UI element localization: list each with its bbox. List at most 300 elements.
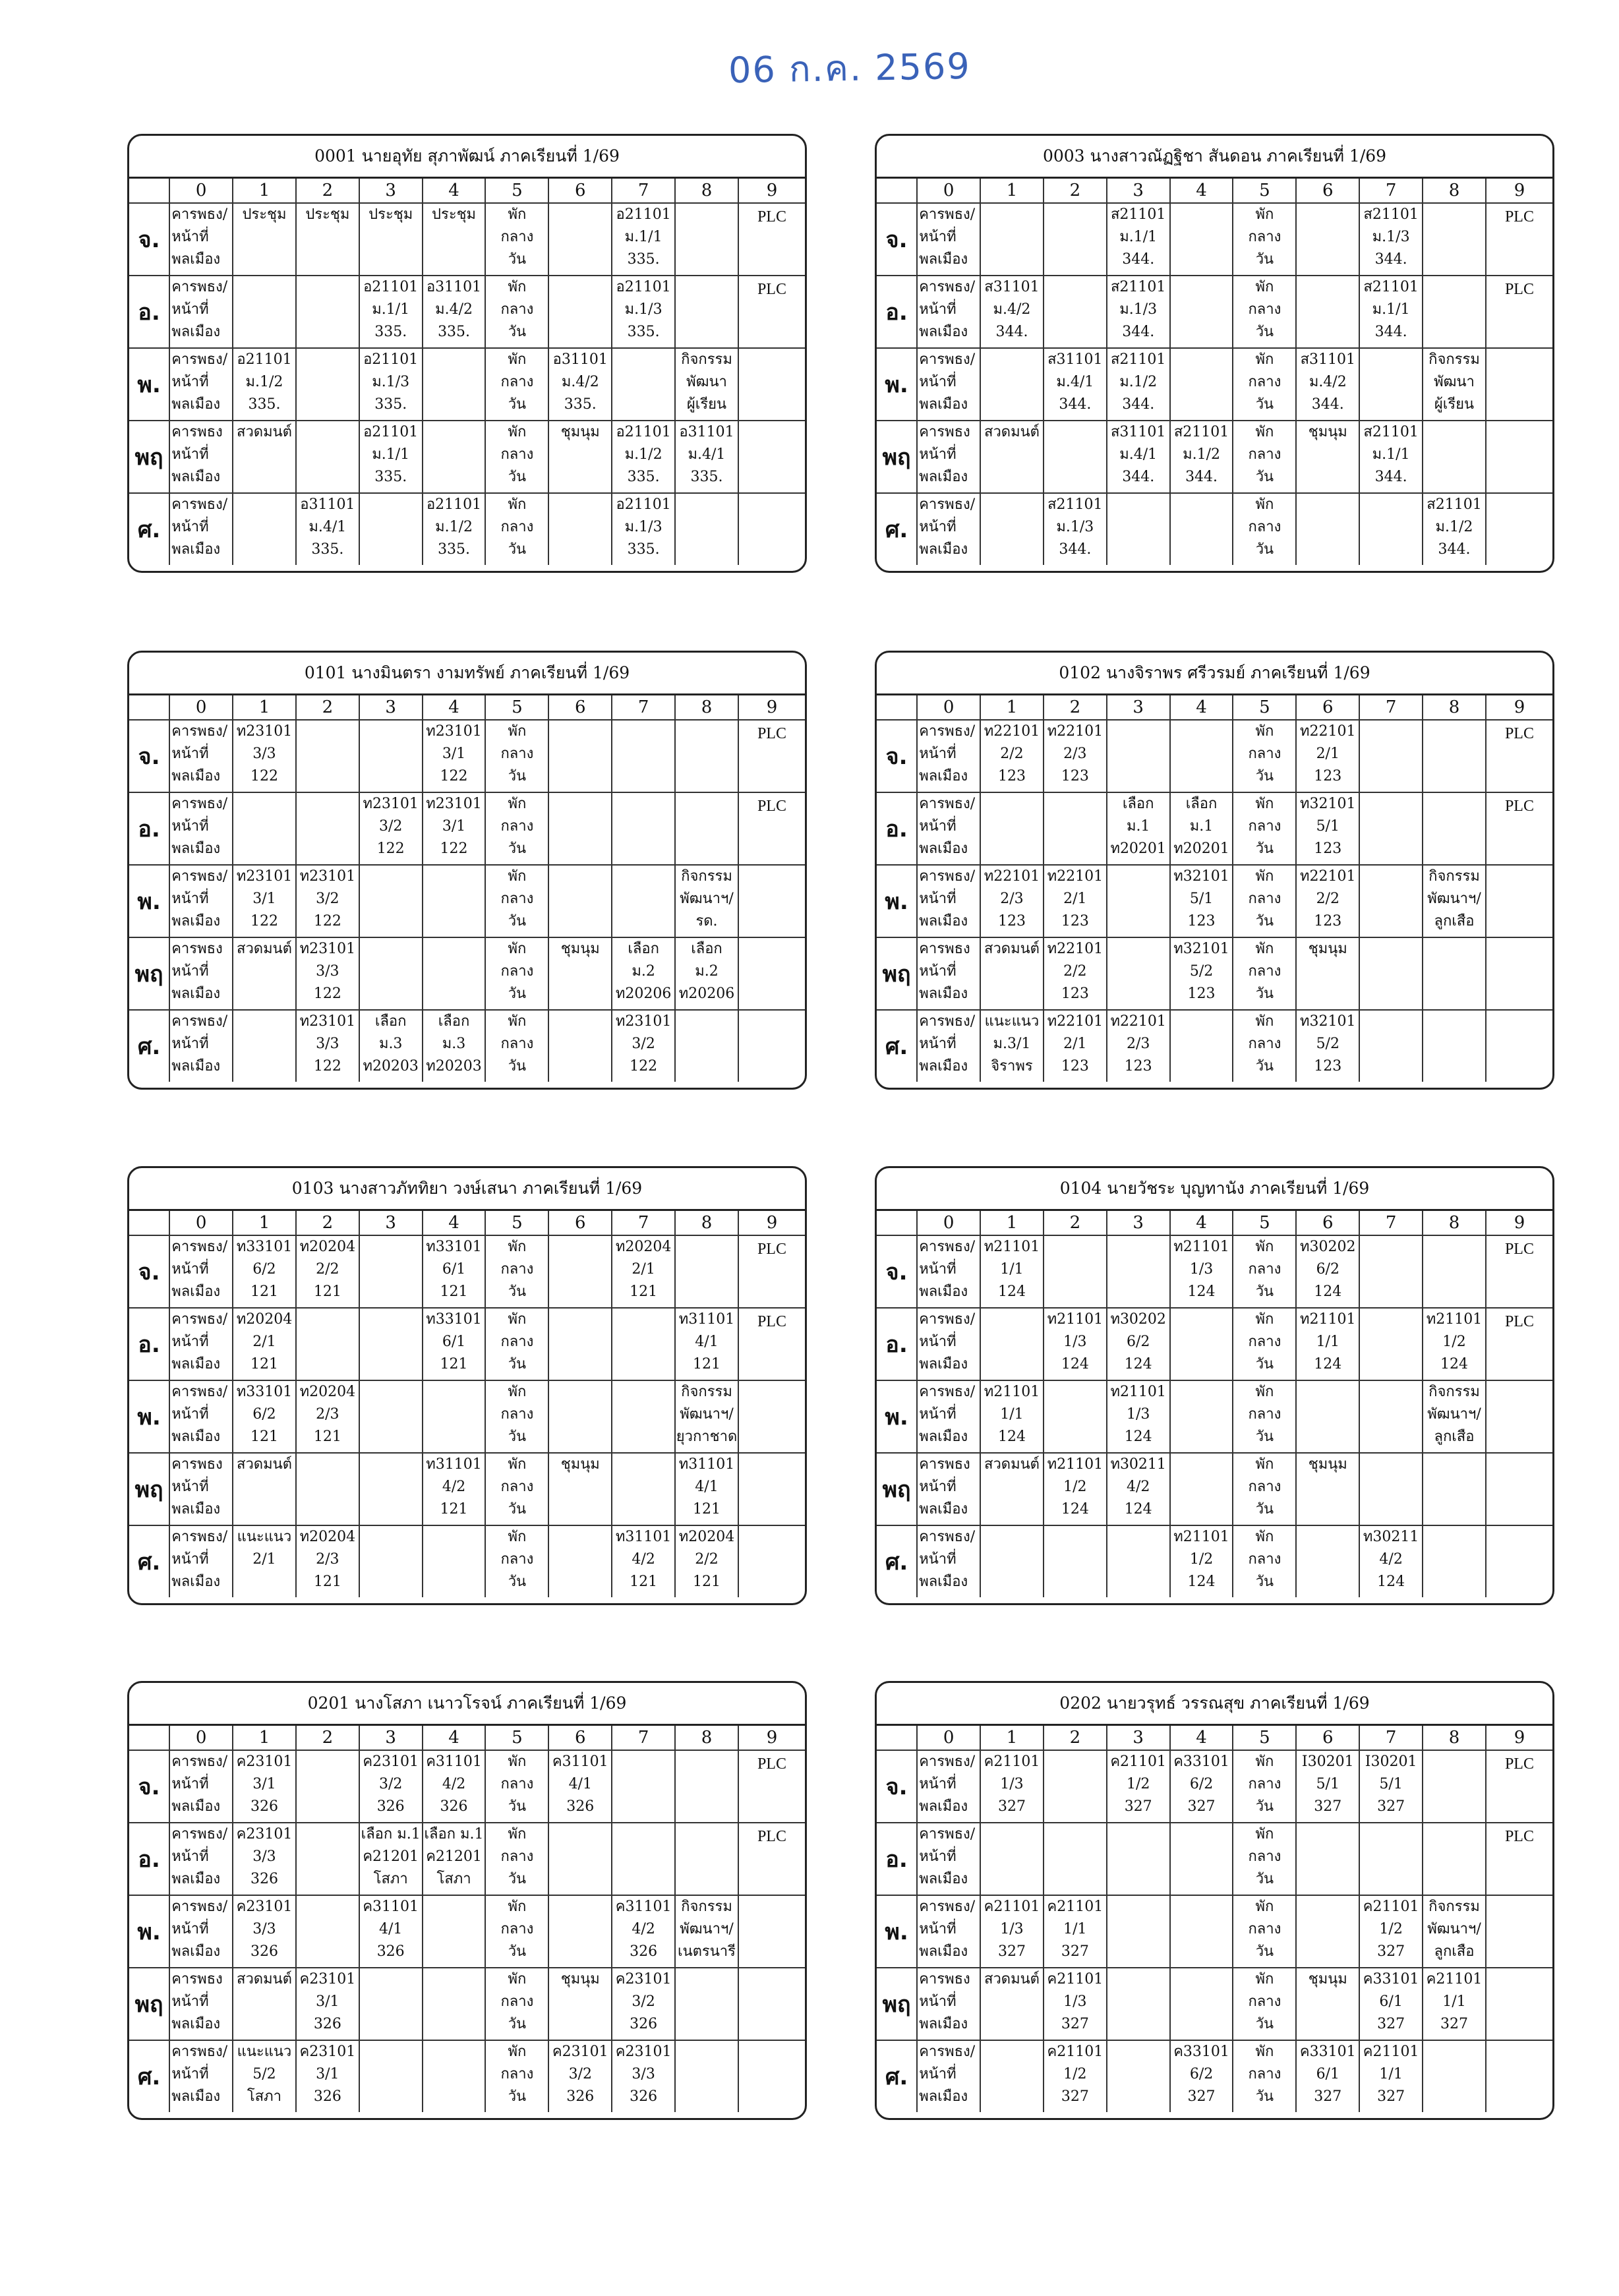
- cell-line: อ31101: [552, 351, 608, 368]
- cell-line: ค21101: [984, 1753, 1040, 1770]
- cell-line: อ31101: [426, 279, 482, 295]
- period-header: 0: [169, 695, 233, 720]
- day-row: [129, 203, 805, 276]
- period-cell: [1423, 1235, 1486, 1308]
- period-cell: [1170, 1750, 1233, 1823]
- period-header: 3: [1107, 695, 1170, 720]
- cell-line: สวดมนต์: [984, 1456, 1040, 1473]
- period-cell: [1486, 1235, 1552, 1308]
- cell-line: 6/2: [252, 1406, 276, 1423]
- cell-line: ชุมนุม: [560, 1456, 600, 1473]
- period-cell: [1359, 1010, 1423, 1082]
- period-cell: [1359, 421, 1423, 493]
- cell-line: ค23101: [236, 1753, 293, 1770]
- day-label: อ.: [138, 1332, 160, 1358]
- cell-line: 1/2: [1063, 2066, 1087, 2082]
- homeroom-line: หน้าที่: [171, 374, 209, 390]
- period-header: 8: [1423, 1211, 1486, 1235]
- cell-line: 344.: [1122, 251, 1155, 268]
- cell-line: พัก: [1255, 1311, 1274, 1328]
- homeroom-cell: [169, 720, 233, 792]
- homeroom-line: พลเมือง: [171, 1283, 221, 1300]
- cell-line: พัก: [508, 941, 527, 957]
- period-cell: [233, 421, 296, 493]
- cell-line: ท33101: [426, 1239, 482, 1255]
- period-header: 2: [296, 695, 359, 720]
- period-cell: [738, 1823, 805, 1895]
- cell-line: ท32101: [1300, 1013, 1356, 1030]
- homeroom-line: คารพธง: [919, 1971, 970, 1987]
- cell-line: วัน: [508, 1428, 527, 1445]
- cell-line: ม.1/2: [245, 374, 283, 390]
- period-cell: [548, 937, 612, 1010]
- period-cell: [233, 493, 296, 565]
- cell-line: 1/1: [1000, 1406, 1024, 1423]
- cell-line: ประชุม: [305, 206, 350, 223]
- period-cell: [423, 1823, 486, 1895]
- homeroom-line: หน้าที่: [171, 519, 209, 535]
- period-cell: [1423, 1823, 1486, 1895]
- homeroom-line: พลเมือง: [171, 324, 221, 340]
- cell-line: ม.1/2: [1183, 446, 1220, 463]
- cell-line: อ21101: [616, 424, 671, 440]
- day-row: [877, 1380, 1552, 1453]
- homeroom-line: พลเมือง: [919, 986, 968, 1002]
- cell-line: พัก: [1255, 1456, 1274, 1473]
- homeroom-line: คารพธง/: [171, 496, 228, 513]
- period-cell: [675, 1308, 738, 1380]
- homeroom-cell: [169, 421, 233, 493]
- period-header: 3: [359, 1211, 423, 1235]
- cell-line: กลาง: [1248, 1921, 1281, 1937]
- period-header: 3: [1107, 179, 1170, 203]
- cell-line: สวดมนต์: [237, 941, 292, 957]
- timetable-card: [875, 1681, 1554, 2120]
- day-row: [877, 937, 1552, 1010]
- cell-line: ท30211: [1363, 1529, 1419, 1545]
- cell-line: วัน: [1255, 469, 1274, 485]
- period-cell: [1486, 421, 1552, 493]
- period-cell: [1233, 1235, 1296, 1308]
- period-cell: [233, 865, 296, 937]
- cell-line: 327: [1314, 1798, 1342, 1815]
- homeroom-line: หน้าที่: [919, 229, 957, 245]
- cell-line: ค33101: [1363, 1971, 1419, 1987]
- period-cell: [1296, 720, 1359, 792]
- period-cell: [1044, 1823, 1107, 1895]
- cell-line: พัก: [1255, 723, 1274, 740]
- cell-line: 122: [376, 840, 405, 857]
- cell-line: 335.: [374, 396, 407, 413]
- period-header: 0: [917, 1211, 980, 1235]
- homeroom-cell: [169, 792, 233, 865]
- period-cell: [612, 1308, 675, 1380]
- period-header: 9: [738, 1726, 805, 1750]
- period-cell: [548, 1308, 612, 1380]
- period-cell: [359, 1525, 423, 1597]
- period-header: 0: [169, 1211, 233, 1235]
- period-cell: [423, 348, 486, 421]
- cell-line: 326: [566, 1798, 595, 1815]
- cell-line: พัก: [508, 1971, 527, 1987]
- cell-line: 123: [997, 913, 1026, 929]
- homeroom-line: คารพธง/: [171, 206, 228, 223]
- cell-line: 123: [1187, 913, 1216, 929]
- cell-line: พัก: [508, 424, 527, 440]
- day-label: จ.: [885, 744, 908, 770]
- period-cell: [675, 1235, 738, 1308]
- cell-line: ชุมนุม: [1308, 941, 1347, 957]
- cell-line: กิจกรรม: [681, 868, 732, 885]
- cell-line: กลาง: [1248, 374, 1281, 390]
- cell-line: 335.: [374, 469, 407, 485]
- cell-line: เลือก ม.1: [361, 1826, 421, 1842]
- period-header: 1: [980, 1211, 1044, 1235]
- homeroom-line: คารพธง/: [171, 1239, 228, 1255]
- period-header: 5: [485, 179, 548, 203]
- teacher-title: 0103 นางสาวภัททิยา วงษ์เสนา ภาคเรียนที่ 1/69: [129, 1168, 805, 1211]
- period-cell: [675, 203, 738, 276]
- period-cell: [296, 2040, 359, 2112]
- period-header: 3: [359, 695, 423, 720]
- cell-line: 3/2: [378, 818, 403, 835]
- cell-line: ค33101: [1173, 2044, 1229, 2060]
- homeroom-line: พลเมือง: [919, 768, 968, 784]
- cell-line: 327: [1377, 1943, 1405, 1960]
- cell-line: 2/2: [316, 1261, 339, 1278]
- period-cell: [980, 1235, 1044, 1308]
- period-cell: [980, 792, 1044, 865]
- cell-line: ม.1/1: [1372, 446, 1410, 463]
- cell-line: กลาง: [500, 229, 534, 245]
- cell-line: กลาง: [500, 746, 534, 762]
- day-row: [877, 348, 1552, 421]
- cell-line: อ21101: [363, 424, 419, 440]
- cell-line: กลาง: [500, 1776, 534, 1792]
- cell-line: กลาง: [500, 1261, 534, 1278]
- period-cell: [1359, 1750, 1423, 1823]
- cell-line: ม.3/1: [993, 1036, 1031, 1052]
- homeroom-line: คารพธง/: [171, 1013, 228, 1030]
- period-cell: [675, 421, 738, 493]
- period-cell: [1233, 1453, 1296, 1525]
- day-row: [129, 1525, 805, 1597]
- cell-line: พัก: [508, 868, 527, 885]
- period-cell: [296, 276, 359, 348]
- period-cell: [612, 1823, 675, 1895]
- cell-line: ท22101: [1047, 723, 1104, 740]
- homeroom-line: พลเมือง: [171, 469, 221, 485]
- period-header: 7: [612, 1726, 675, 1750]
- homeroom-line: พลเมือง: [919, 1574, 968, 1590]
- cell-line: กลาง: [500, 1479, 534, 1495]
- period-header: 5: [1233, 179, 1296, 203]
- cell-line: ท33101: [426, 1311, 482, 1328]
- period-cell: [1359, 348, 1423, 421]
- cell-line: วัน: [508, 324, 527, 340]
- cell-line: ส21101: [1427, 496, 1482, 513]
- period-cell: [675, 1525, 738, 1597]
- homeroom-line: หน้าที่: [171, 1993, 209, 2010]
- cell-line: 1/1: [1442, 1993, 1466, 2010]
- cell-line: 122: [313, 986, 341, 1002]
- period-cell: [1296, 1823, 1359, 1895]
- cell-line: วัน: [508, 1356, 527, 1372]
- period-cell: [1107, 203, 1170, 276]
- cell-line: ค33101: [1299, 2044, 1356, 2060]
- cell-line: ค21201: [426, 1848, 482, 1865]
- period-cell: [612, 1525, 675, 1597]
- period-header: 7: [1359, 1211, 1423, 1235]
- cell-line: 124: [1061, 1356, 1089, 1372]
- period-cell: [980, 1010, 1044, 1082]
- homeroom-line: คารพธง/: [171, 723, 228, 740]
- period-cell: [1170, 1968, 1233, 2040]
- cell-line: ท23101: [236, 723, 293, 740]
- cell-line: ท31101: [678, 1311, 735, 1328]
- cell-line: ส21101: [1110, 279, 1166, 295]
- cell-line: ท23101: [426, 796, 482, 812]
- cell-line: กลาง: [500, 963, 534, 980]
- cell-line: อ21101: [616, 496, 671, 513]
- period-cell: [1423, 792, 1486, 865]
- cell-line: วัน: [1255, 324, 1274, 340]
- cell-line: 327: [1440, 2016, 1468, 2032]
- homeroom-line: พลเมือง: [919, 541, 968, 558]
- corner-cell: [877, 1726, 917, 1750]
- cell-line: ท23101: [299, 941, 356, 957]
- cell-line: ท22101: [1110, 1013, 1166, 1030]
- period-cell: [233, 1750, 296, 1823]
- cell-line: 3/3: [632, 2066, 655, 2082]
- period-cell: [423, 1750, 486, 1823]
- day-row: [129, 1895, 805, 1968]
- period-cell: [423, 1968, 486, 2040]
- homeroom-line: พลเมือง: [919, 913, 968, 929]
- period-header: 3: [359, 179, 423, 203]
- homeroom-cell: [917, 1823, 980, 1895]
- period-cell: [1044, 1453, 1107, 1525]
- period-cell: [1359, 2040, 1423, 2112]
- period-cell: [296, 421, 359, 493]
- period-cell: [1233, 720, 1296, 792]
- cell-line: พัก: [508, 351, 527, 368]
- day-label: ศ.: [885, 1549, 908, 1575]
- timetable-card: [875, 134, 1554, 573]
- period-header: 8: [675, 695, 738, 720]
- period-cell: [233, 1308, 296, 1380]
- period-cell: [359, 348, 423, 421]
- period-cell: [1296, 1895, 1359, 1968]
- cell-line: 121: [313, 1283, 341, 1300]
- period-cell: [485, 276, 548, 348]
- period-cell: [548, 203, 612, 276]
- cell-line: 121: [440, 1501, 468, 1517]
- cell-line: 123: [1187, 986, 1216, 1002]
- cell-line: PLC: [1504, 1755, 1534, 1773]
- cell-line: ม.1/1: [624, 229, 662, 245]
- cell-line: PLC: [1504, 1241, 1534, 1258]
- period-cell: [1486, 1750, 1552, 1823]
- period-cell: [423, 865, 486, 937]
- cell-line: อ31101: [300, 496, 355, 513]
- homeroom-line: พลเมือง: [171, 986, 221, 1002]
- day-label: จ.: [885, 227, 908, 253]
- period-cell: [1296, 937, 1359, 1010]
- cell-line: เลือก: [1185, 796, 1218, 812]
- period-cell: [485, 1968, 548, 2040]
- cell-line: ม.1/1: [1119, 229, 1158, 245]
- cell-line: ม.2: [695, 963, 719, 980]
- cell-line: 4/2: [632, 1921, 655, 1937]
- homeroom-line: คารพธง/: [919, 1899, 976, 1915]
- period-header: 6: [1296, 179, 1359, 203]
- cell-line: วัน: [508, 2088, 527, 2105]
- homeroom-line: คารพธง/: [171, 1311, 228, 1328]
- homeroom-cell: [917, 1380, 980, 1453]
- cell-line: วัน: [508, 2016, 527, 2032]
- cell-line: กลาง: [1248, 1406, 1281, 1423]
- period-cell: [1486, 493, 1552, 565]
- day-label: พฤ: [882, 444, 911, 471]
- period-cell: [359, 1010, 423, 1082]
- day-row: [877, 1823, 1552, 1895]
- period-cell: [423, 937, 486, 1010]
- cell-line: 121: [250, 1356, 278, 1372]
- period-cell: [1107, 1010, 1170, 1082]
- period-cell: [1359, 865, 1423, 937]
- period-cell: [738, 1308, 805, 1380]
- homeroom-line: พลเมือง: [919, 251, 968, 268]
- cell-line: โสภา: [373, 1871, 408, 1887]
- cell-line: ท30211: [1110, 1456, 1166, 1473]
- period-header: 8: [1423, 179, 1486, 203]
- cell-line: สวดมนต์: [237, 424, 292, 440]
- cell-line: วัน: [1255, 541, 1274, 558]
- period-cell: [548, 1895, 612, 1968]
- homeroom-line: หน้าที่: [171, 1036, 209, 1052]
- homeroom-line: คารพธง/: [171, 1899, 228, 1915]
- cell-line: PLC: [1504, 1828, 1534, 1845]
- cell-line: 335.: [627, 251, 660, 268]
- cell-line: ค23101: [236, 1826, 293, 1842]
- day-row: [877, 1895, 1552, 1968]
- cell-line: พัก: [508, 1753, 527, 1770]
- homeroom-cell: [917, 1308, 980, 1380]
- cell-line: วัน: [508, 913, 527, 929]
- cell-line: วัน: [1255, 1058, 1274, 1074]
- homeroom-line: หน้าที่: [171, 301, 209, 318]
- timetable-card: [127, 1681, 807, 2120]
- cell-line: วัน: [1255, 251, 1274, 268]
- period-cell: [423, 1380, 486, 1453]
- cell-line: ม.1/1: [1372, 301, 1410, 318]
- period-cell: [1486, 1968, 1552, 2040]
- period-cell: [485, 1823, 548, 1895]
- cell-line: 124: [1061, 1501, 1089, 1517]
- homeroom-cell: [917, 348, 980, 421]
- day-label: ศ.: [885, 1034, 908, 1060]
- period-cell: [980, 865, 1044, 937]
- period-cell: [1170, 1235, 1233, 1308]
- homeroom-line: คารพธง/: [919, 279, 976, 295]
- cell-line: กลาง: [500, 891, 534, 907]
- cell-line: 335.: [438, 324, 471, 340]
- cell-line: รด.: [695, 913, 718, 929]
- cell-line: 327: [997, 1798, 1026, 1815]
- period-cell: [675, 1380, 738, 1453]
- cell-line: 2/1: [1316, 746, 1339, 762]
- cell-line: วัน: [1255, 1356, 1274, 1372]
- homeroom-line: หน้าที่: [919, 374, 957, 390]
- period-cell: [675, 2040, 738, 2112]
- cell-line: 2/3: [316, 1406, 339, 1423]
- period-cell: [485, 1895, 548, 1968]
- cell-line: ท30202: [1300, 1239, 1356, 1255]
- period-cell: [359, 1823, 423, 1895]
- period-cell: [359, 2040, 423, 2112]
- cell-line: ท20204: [678, 1529, 735, 1545]
- period-cell: [738, 1380, 805, 1453]
- cell-line: ค23101: [299, 1971, 356, 1987]
- cell-line: ท32101: [1173, 941, 1229, 957]
- day-label: พฤ: [134, 1991, 163, 2018]
- cell-line: พัฒนาฯ/: [1427, 1921, 1481, 1937]
- cell-line: ชุมนุม: [560, 941, 600, 957]
- cell-line: ท31101: [615, 1529, 672, 1545]
- period-cell: [359, 1453, 423, 1525]
- homeroom-cell: [169, 2040, 233, 2112]
- period-cell: [980, 1823, 1044, 1895]
- cell-line: อ21101: [363, 351, 419, 368]
- period-header: 5: [1233, 1211, 1296, 1235]
- homeroom-cell: [169, 865, 233, 937]
- cell-line: วัน: [508, 986, 527, 1002]
- cell-line: พัก: [1255, 2044, 1274, 2060]
- cell-line: ค33101: [1173, 1753, 1229, 1770]
- homeroom-cell: [917, 2040, 980, 2112]
- cell-line: วัน: [508, 251, 527, 268]
- day-row: [877, 1968, 1552, 2040]
- period-cell: [738, 421, 805, 493]
- cell-line: ค21101: [1110, 1753, 1167, 1770]
- period-header: 4: [1170, 1726, 1233, 1750]
- homeroom-line: หน้าที่: [171, 1848, 209, 1865]
- cell-line: ท22101: [984, 723, 1040, 740]
- period-cell: [1296, 1380, 1359, 1453]
- period-cell: [738, 1235, 805, 1308]
- cell-line: ท20204: [299, 1384, 356, 1400]
- day-row: [129, 421, 805, 493]
- cell-line: 4/1: [378, 1921, 403, 1937]
- period-cell: [296, 493, 359, 565]
- day-label: จ.: [138, 1259, 160, 1285]
- cell-line: ท22101: [1300, 723, 1356, 740]
- period-cell: [1423, 1968, 1486, 2040]
- day-row: [877, 493, 1552, 565]
- period-cell: [1170, 792, 1233, 865]
- cell-line: วัน: [1255, 1428, 1274, 1445]
- cell-line: 335.: [627, 469, 660, 485]
- cell-line: 2/1: [1063, 891, 1087, 907]
- homeroom-cell: [169, 1308, 233, 1380]
- cell-line: วัน: [1255, 1871, 1274, 1887]
- cell-line: กลาง: [1248, 229, 1281, 245]
- cell-line: ม.4/2: [993, 301, 1031, 318]
- period-cell: [1170, 203, 1233, 276]
- cell-line: ค21101: [1047, 1899, 1104, 1915]
- period-cell: [233, 937, 296, 1010]
